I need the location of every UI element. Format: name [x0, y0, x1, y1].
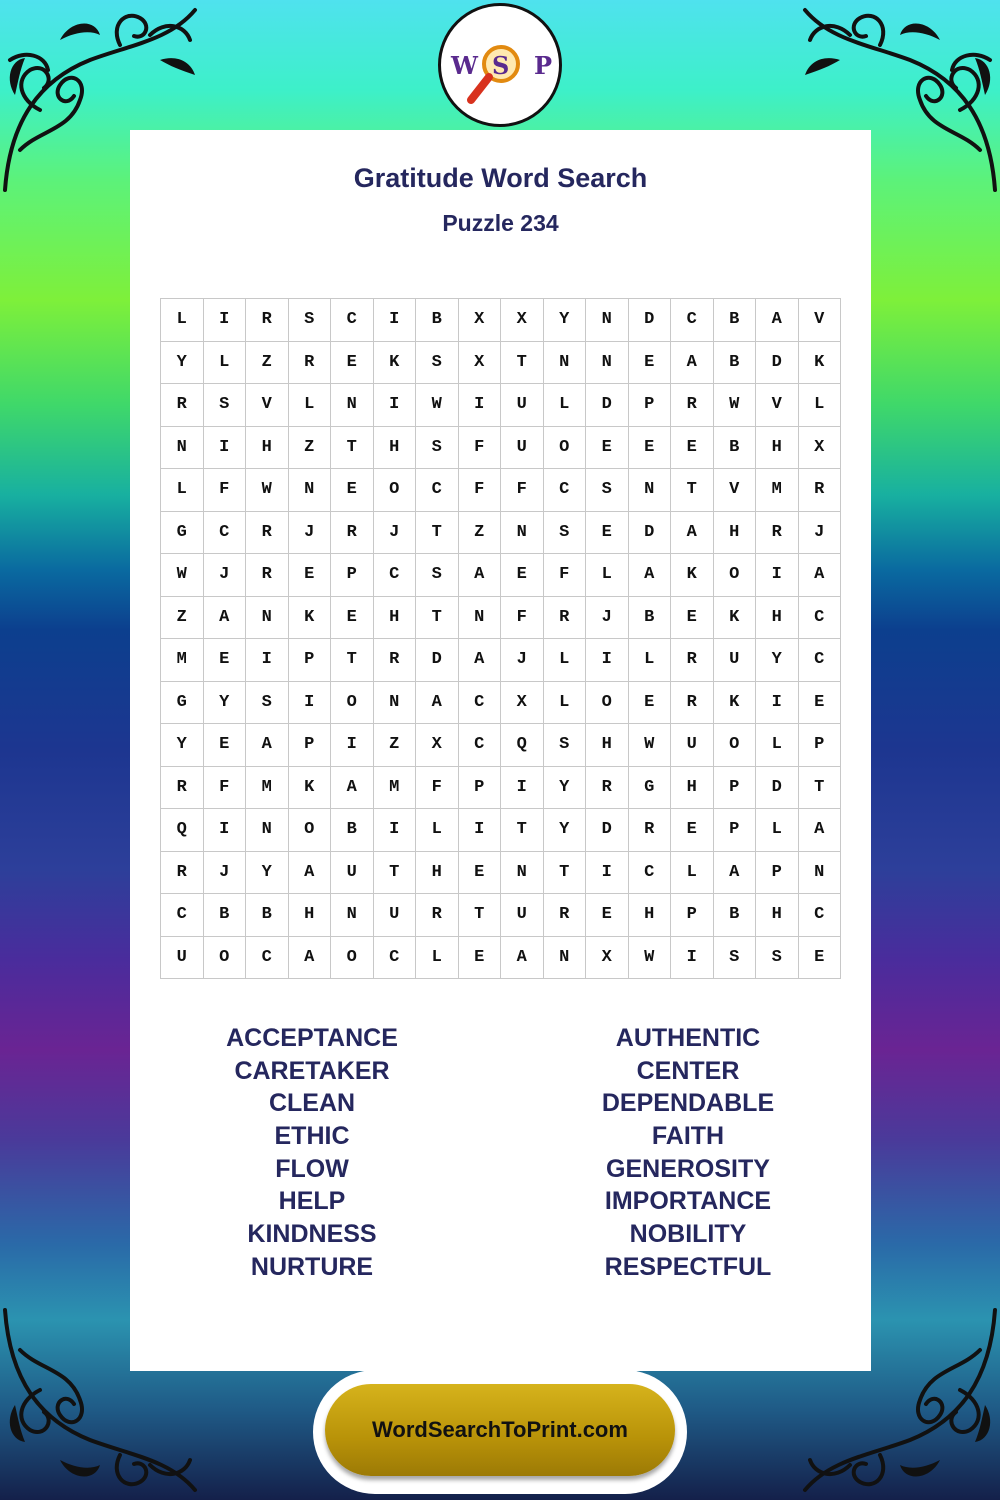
grid-cell[interactable]: E: [586, 512, 629, 555]
grid-cell[interactable]: O: [331, 937, 374, 980]
grid-cell[interactable]: O: [714, 554, 757, 597]
grid-cell[interactable]: E: [586, 427, 629, 470]
grid-cell[interactable]: R: [246, 554, 289, 597]
grid-cell[interactable]: D: [629, 512, 672, 555]
grid-cell[interactable]: Y: [204, 682, 247, 725]
grid-cell[interactable]: N: [629, 469, 672, 512]
word-list-item: DEPENDABLE: [601, 1089, 775, 1118]
grid-cell[interactable]: S: [586, 469, 629, 512]
grid-cell[interactable]: C: [671, 299, 714, 342]
grid-cell[interactable]: R: [161, 384, 204, 427]
grid-cell[interactable]: F: [459, 469, 502, 512]
grid-cell[interactable]: P: [331, 554, 374, 597]
grid-cell[interactable]: A: [714, 852, 757, 895]
grid-cell[interactable]: N: [544, 342, 587, 385]
grid-cell[interactable]: B: [204, 894, 247, 937]
grid-cell[interactable]: C: [374, 937, 417, 980]
grid-cell[interactable]: R: [671, 639, 714, 682]
grid-cell[interactable]: V: [714, 469, 757, 512]
grid-cell[interactable]: E: [671, 427, 714, 470]
grid-cell[interactable]: N: [799, 852, 842, 895]
grid-cell[interactable]: E: [331, 469, 374, 512]
grid-cell[interactable]: E: [671, 597, 714, 640]
grid-cell[interactable]: C: [799, 639, 842, 682]
grid-cell[interactable]: L: [544, 682, 587, 725]
grid-cell[interactable]: P: [714, 767, 757, 810]
grid-cell[interactable]: S: [416, 342, 459, 385]
grid-cell[interactable]: T: [799, 767, 842, 810]
grid-cell[interactable]: S: [756, 937, 799, 980]
grid-cell[interactable]: R: [756, 512, 799, 555]
grid-cell[interactable]: Z: [161, 597, 204, 640]
grid-cell[interactable]: Y: [161, 342, 204, 385]
grid-cell[interactable]: I: [374, 299, 417, 342]
grid-cell[interactable]: A: [671, 512, 714, 555]
grid-cell[interactable]: J: [204, 554, 247, 597]
grid-cell[interactable]: A: [671, 342, 714, 385]
grid-cell[interactable]: W: [629, 724, 672, 767]
puzzle-number: Puzzle 234: [442, 210, 559, 236]
letter-grid: [160, 298, 841, 979]
word-list-item: NURTURE: [250, 1252, 374, 1281]
grid-cell[interactable]: U: [501, 894, 544, 937]
grid-cell[interactable]: R: [671, 384, 714, 427]
grid-cell[interactable]: P: [756, 852, 799, 895]
word-list-item: CLEAN: [268, 1089, 356, 1118]
grid-cell[interactable]: H: [714, 512, 757, 555]
grid-cell[interactable]: B: [416, 299, 459, 342]
grid-cell[interactable]: L: [586, 554, 629, 597]
grid-cell[interactable]: E: [629, 427, 672, 470]
grid-cell[interactable]: I: [501, 767, 544, 810]
grid-cell[interactable]: C: [544, 469, 587, 512]
grid-cell[interactable]: A: [289, 937, 332, 980]
grid-cell[interactable]: M: [374, 767, 417, 810]
grid-cell[interactable]: C: [459, 724, 502, 767]
grid-cell[interactable]: A: [289, 852, 332, 895]
grid-cell[interactable]: P: [289, 639, 332, 682]
grid-cell[interactable]: F: [416, 767, 459, 810]
grid-cell[interactable]: I: [756, 554, 799, 597]
grid-cell[interactable]: H: [756, 894, 799, 937]
grid-cell[interactable]: K: [714, 682, 757, 725]
grid-cell[interactable]: Q: [501, 724, 544, 767]
word-list-item: RESPECTFUL: [604, 1252, 772, 1281]
grid-cell[interactable]: C: [246, 937, 289, 980]
grid-cell[interactable]: E: [799, 937, 842, 980]
word-list-item: KINDNESS: [247, 1220, 377, 1249]
grid-cell[interactable]: R: [331, 512, 374, 555]
grid-cell[interactable]: I: [331, 724, 374, 767]
grid-cell[interactable]: N: [331, 384, 374, 427]
grid-cell[interactable]: H: [586, 724, 629, 767]
grid-cell[interactable]: V: [756, 384, 799, 427]
grid-cell[interactable]: P: [714, 809, 757, 852]
logo-letter-s: S: [492, 51, 510, 80]
grid-cell[interactable]: W: [629, 937, 672, 980]
grid-cell[interactable]: M: [161, 639, 204, 682]
grid-cell[interactable]: P: [799, 724, 842, 767]
grid-cell[interactable]: R: [544, 597, 587, 640]
grid-cell[interactable]: P: [459, 767, 502, 810]
grid-cell[interactable]: T: [459, 894, 502, 937]
grid-cell[interactable]: H: [756, 427, 799, 470]
grid-cell[interactable]: J: [289, 512, 332, 555]
grid-cell[interactable]: V: [246, 384, 289, 427]
grid-cell[interactable]: L: [756, 724, 799, 767]
grid-cell[interactable]: I: [586, 852, 629, 895]
grid-cell[interactable]: X: [416, 724, 459, 767]
word-list-item: NOBILITY: [629, 1220, 747, 1249]
grid-cell[interactable]: L: [161, 299, 204, 342]
page-title: Gratitude Word Search: [353, 163, 648, 193]
grid-cell[interactable]: X: [459, 299, 502, 342]
grid-cell[interactable]: A: [459, 639, 502, 682]
grid-cell[interactable]: A: [629, 554, 672, 597]
word-list-item: GENEROSITY: [606, 1154, 770, 1183]
grid-cell[interactable]: A: [501, 937, 544, 980]
grid-cell[interactable]: C: [331, 299, 374, 342]
grid-cell[interactable]: B: [714, 427, 757, 470]
grid-cell[interactable]: L: [161, 469, 204, 512]
grid-cell[interactable]: U: [501, 427, 544, 470]
word-list-item: IMPORTANCE: [604, 1187, 772, 1216]
word-list-item: AUTHENTIC: [615, 1024, 761, 1052]
grid-cell[interactable]: T: [544, 852, 587, 895]
grid-cell[interactable]: E: [331, 597, 374, 640]
grid-cell[interactable]: R: [629, 809, 672, 852]
grid-cell[interactable]: R: [671, 682, 714, 725]
grid-cell[interactable]: N: [374, 682, 417, 725]
grid-cell[interactable]: E: [459, 852, 502, 895]
grid-cell[interactable]: C: [799, 894, 842, 937]
grid-cell[interactable]: P: [289, 724, 332, 767]
grid-cell[interactable]: U: [671, 724, 714, 767]
grid-cell[interactable]: N: [586, 342, 629, 385]
grid-cell[interactable]: S: [204, 384, 247, 427]
grid-cell[interactable]: W: [161, 554, 204, 597]
grid-cell[interactable]: J: [586, 597, 629, 640]
grid-cell[interactable]: S: [416, 554, 459, 597]
grid-cell[interactable]: N: [289, 469, 332, 512]
grid-cell[interactable]: T: [416, 512, 459, 555]
grid-cell[interactable]: U: [714, 639, 757, 682]
grid-cell[interactable]: C: [629, 852, 672, 895]
grid-cell[interactable]: B: [629, 597, 672, 640]
grid-cell[interactable]: N: [586, 299, 629, 342]
grid-cell[interactable]: E: [501, 554, 544, 597]
grid-cell[interactable]: C: [161, 894, 204, 937]
grid-cell[interactable]: H: [671, 767, 714, 810]
grid-cell[interactable]: U: [331, 852, 374, 895]
grid-cell[interactable]: B: [714, 299, 757, 342]
grid-cell[interactable]: S: [544, 512, 587, 555]
grid-cell[interactable]: Q: [161, 809, 204, 852]
grid-cell[interactable]: E: [289, 554, 332, 597]
logo-letter-w: W: [451, 51, 478, 80]
grid-cell[interactable]: C: [459, 682, 502, 725]
grid-cell[interactable]: S: [416, 427, 459, 470]
grid-cell[interactable]: O: [586, 682, 629, 725]
grid-cell[interactable]: I: [671, 937, 714, 980]
grid-cell[interactable]: R: [161, 767, 204, 810]
grid-cell[interactable]: T: [331, 427, 374, 470]
grid-cell[interactable]: F: [501, 469, 544, 512]
grid-cell[interactable]: I: [246, 639, 289, 682]
grid-cell[interactable]: H: [756, 597, 799, 640]
word-list-item: FLOW: [275, 1154, 349, 1183]
grid-cell[interactable]: H: [374, 597, 417, 640]
grid-cell[interactable]: H: [416, 852, 459, 895]
grid-cell[interactable]: C: [799, 597, 842, 640]
grid-cell[interactable]: D: [756, 342, 799, 385]
grid-cell[interactable]: C: [416, 469, 459, 512]
grid-cell[interactable]: F: [459, 427, 502, 470]
grid-cell[interactable]: Z: [246, 342, 289, 385]
grid-cell[interactable]: K: [799, 342, 842, 385]
word-list-left: [162, 1022, 462, 1284]
grid-cell[interactable]: I: [374, 809, 417, 852]
grid-cell[interactable]: J: [204, 852, 247, 895]
grid-cell[interactable]: S: [289, 299, 332, 342]
grid-cell[interactable]: E: [204, 639, 247, 682]
grid-cell[interactable]: I: [289, 682, 332, 725]
grid-cell[interactable]: X: [459, 342, 502, 385]
grid-cell[interactable]: E: [671, 809, 714, 852]
grid-cell[interactable]: C: [374, 554, 417, 597]
grid-cell[interactable]: G: [629, 767, 672, 810]
word-list-item: FAITH: [651, 1122, 725, 1151]
grid-cell[interactable]: R: [416, 894, 459, 937]
grid-cell[interactable]: T: [416, 597, 459, 640]
word-list-item: ACCEPTANCE: [226, 1024, 398, 1052]
grid-cell[interactable]: Y: [246, 852, 289, 895]
grid-cell[interactable]: L: [204, 342, 247, 385]
grid-cell[interactable]: N: [161, 427, 204, 470]
grid-cell[interactable]: T: [501, 809, 544, 852]
grid-cell[interactable]: W: [246, 469, 289, 512]
word-list-item: HELP: [278, 1187, 346, 1216]
grid-cell[interactable]: A: [246, 724, 289, 767]
grid-cell[interactable]: M: [756, 469, 799, 512]
grid-cell[interactable]: N: [501, 852, 544, 895]
grid-cell[interactable]: J: [374, 512, 417, 555]
grid-cell[interactable]: I: [459, 384, 502, 427]
grid-cell[interactable]: N: [246, 597, 289, 640]
grid-cell[interactable]: M: [246, 767, 289, 810]
grid-cell[interactable]: S: [544, 724, 587, 767]
grid-cell[interactable]: L: [671, 852, 714, 895]
grid-cell[interactable]: K: [289, 597, 332, 640]
grid-cell[interactable]: F: [544, 554, 587, 597]
grid-cell[interactable]: I: [459, 809, 502, 852]
grid-cell[interactable]: L: [629, 639, 672, 682]
grid-cell[interactable]: K: [289, 767, 332, 810]
word-list-item: ETHIC: [274, 1122, 350, 1151]
grid-cell[interactable]: L: [289, 384, 332, 427]
grid-cell[interactable]: G: [161, 682, 204, 725]
grid-cell[interactable]: L: [416, 809, 459, 852]
grid-cell[interactable]: G: [161, 512, 204, 555]
grid-cell[interactable]: T: [374, 852, 417, 895]
grid-cell[interactable]: T: [671, 469, 714, 512]
grid-cell[interactable]: D: [629, 299, 672, 342]
grid-cell[interactable]: E: [799, 682, 842, 725]
grid-cell[interactable]: H: [374, 427, 417, 470]
grid-cell[interactable]: A: [756, 299, 799, 342]
grid-cell[interactable]: W: [714, 384, 757, 427]
word-list-item: CARETAKER: [234, 1056, 390, 1085]
grid-cell[interactable]: T: [331, 639, 374, 682]
grid-cell[interactable]: Y: [161, 724, 204, 767]
grid-cell[interactable]: D: [416, 639, 459, 682]
grid-cell[interactable]: T: [501, 342, 544, 385]
grid-cell[interactable]: Y: [544, 809, 587, 852]
grid-cell[interactable]: K: [374, 342, 417, 385]
grid-cell[interactable]: U: [374, 894, 417, 937]
wsp-logo[interactable]: [438, 3, 562, 127]
grid-cell[interactable]: H: [289, 894, 332, 937]
grid-cell[interactable]: Y: [756, 639, 799, 682]
grid-cell[interactable]: N: [544, 937, 587, 980]
grid-cell[interactable]: X: [501, 299, 544, 342]
grid-cell[interactable]: A: [459, 554, 502, 597]
grid-cell[interactable]: L: [416, 937, 459, 980]
grid-cell[interactable]: O: [289, 809, 332, 852]
puzzle-card: [130, 130, 871, 1371]
website-link-button[interactable]: WordSearchToPrint.com: [325, 1384, 675, 1476]
grid-cell[interactable]: Z: [289, 427, 332, 470]
grid-cell[interactable]: D: [586, 384, 629, 427]
grid-cell[interactable]: J: [501, 639, 544, 682]
grid-cell[interactable]: Z: [374, 724, 417, 767]
grid-cell[interactable]: I: [204, 299, 247, 342]
grid-cell[interactable]: A: [331, 767, 374, 810]
grid-cell[interactable]: F: [204, 767, 247, 810]
grid-cell[interactable]: X: [501, 682, 544, 725]
grid-cell[interactable]: F: [204, 469, 247, 512]
grid-cell[interactable]: B: [714, 894, 757, 937]
grid-cell[interactable]: K: [714, 597, 757, 640]
grid-cell[interactable]: K: [671, 554, 714, 597]
grid-cell[interactable]: N: [501, 512, 544, 555]
grid-cell[interactable]: I: [374, 384, 417, 427]
grid-cell[interactable]: O: [714, 724, 757, 767]
grid-cell[interactable]: A: [416, 682, 459, 725]
footer-badge: [313, 1370, 687, 1494]
grid-cell[interactable]: R: [289, 342, 332, 385]
grid-cell[interactable]: I: [586, 639, 629, 682]
grid-cell[interactable]: B: [331, 809, 374, 852]
grid-cell[interactable]: B: [714, 342, 757, 385]
grid-cell[interactable]: R: [246, 512, 289, 555]
grid-cell[interactable]: E: [629, 682, 672, 725]
grid-cell[interactable]: A: [204, 597, 247, 640]
grid-cell[interactable]: D: [586, 809, 629, 852]
grid-cell[interactable]: I: [204, 809, 247, 852]
grid-cell[interactable]: I: [756, 682, 799, 725]
grid-cell[interactable]: L: [544, 639, 587, 682]
grid-cell[interactable]: E: [331, 342, 374, 385]
grid-cell[interactable]: F: [501, 597, 544, 640]
grid-cell[interactable]: O: [374, 469, 417, 512]
grid-cell[interactable]: V: [799, 299, 842, 342]
grid-cell[interactable]: O: [331, 682, 374, 725]
grid-cell[interactable]: L: [799, 384, 842, 427]
grid-cell[interactable]: X: [586, 937, 629, 980]
grid-cell[interactable]: S: [714, 937, 757, 980]
grid-cell[interactable]: N: [331, 894, 374, 937]
grid-cell[interactable]: P: [629, 384, 672, 427]
grid-cell[interactable]: L: [756, 809, 799, 852]
grid-cell[interactable]: Y: [544, 299, 587, 342]
logo-letter-p: P: [534, 51, 553, 80]
grid-cell[interactable]: U: [501, 384, 544, 427]
grid-cell[interactable]: R: [586, 767, 629, 810]
grid-cell[interactable]: H: [629, 894, 672, 937]
grid-cell[interactable]: E: [459, 937, 502, 980]
grid-cell[interactable]: B: [246, 894, 289, 937]
grid-cell[interactable]: S: [246, 682, 289, 725]
grid-cell[interactable]: A: [799, 554, 842, 597]
grid-cell[interactable]: I: [204, 427, 247, 470]
word-list-right: [538, 1022, 838, 1284]
grid-cell[interactable]: Z: [459, 512, 502, 555]
grid-cell[interactable]: A: [799, 809, 842, 852]
grid-cell[interactable]: U: [161, 937, 204, 980]
grid-cell[interactable]: R: [246, 299, 289, 342]
grid-cell[interactable]: R: [544, 894, 587, 937]
grid-cell[interactable]: N: [459, 597, 502, 640]
grid-cell[interactable]: E: [629, 342, 672, 385]
grid-cell[interactable]: Y: [544, 767, 587, 810]
grid-cell[interactable]: D: [756, 767, 799, 810]
grid-cell[interactable]: P: [671, 894, 714, 937]
word-list-item: CENTER: [636, 1056, 740, 1085]
grid-cell[interactable]: J: [799, 512, 842, 555]
grid-cell[interactable]: H: [246, 427, 289, 470]
grid-cell[interactable]: W: [416, 384, 459, 427]
grid-cell[interactable]: R: [161, 852, 204, 895]
grid-cell[interactable]: L: [544, 384, 587, 427]
grid-cell[interactable]: C: [204, 512, 247, 555]
grid-cell[interactable]: E: [586, 894, 629, 937]
grid-cell[interactable]: R: [374, 639, 417, 682]
grid-cell[interactable]: O: [204, 937, 247, 980]
grid-cell[interactable]: O: [544, 427, 587, 470]
grid-cell[interactable]: E: [204, 724, 247, 767]
grid-cell[interactable]: X: [799, 427, 842, 470]
grid-cell[interactable]: R: [799, 469, 842, 512]
grid-cell[interactable]: N: [246, 809, 289, 852]
